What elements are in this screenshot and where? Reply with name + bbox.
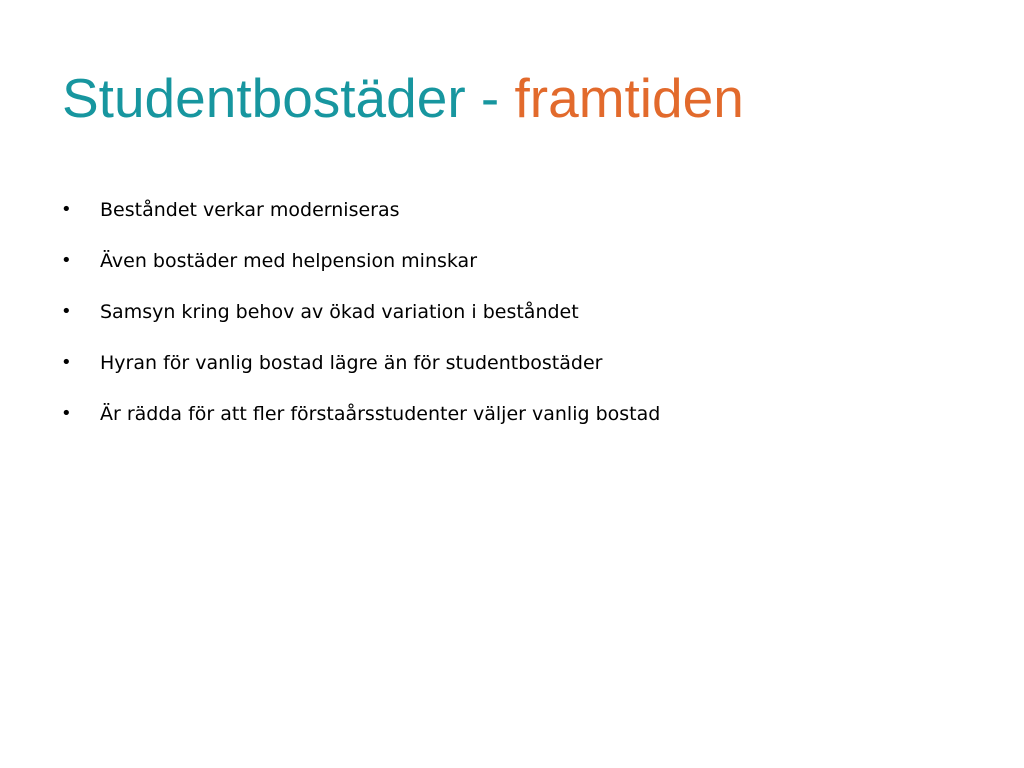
bullet-list (60, 188, 960, 443)
slide-title-accent: framtiden (514, 67, 744, 129)
bullet-item (60, 290, 960, 341)
slide-title-main: Studentbostäder - (62, 67, 515, 129)
bullet-text: Samsyn kring behov av ökad variation i beståndet (100, 301, 579, 323)
bullet-item (60, 239, 960, 290)
bullet-item (60, 188, 960, 239)
bullet-icon: • (61, 250, 72, 271)
bullet-icon: • (61, 301, 72, 322)
bullet-text: Hyran för vanlig bostad lägre än för studentbostäder (100, 352, 603, 374)
bullet-text: Även bostäder med helpension minskar (100, 250, 478, 272)
bullet-icon: • (61, 199, 72, 220)
bullet-text: Beståndet verkar moderniseras (100, 199, 400, 221)
bullet-icon: • (61, 403, 72, 424)
bullet-text: Är rädda för att fler förstaårsstudenter väljer vanlig bostad (100, 403, 661, 425)
bullet-item (60, 392, 960, 443)
bullet-item (60, 341, 960, 392)
slide-title (62, 60, 744, 136)
bullet-icon: • (61, 352, 72, 373)
